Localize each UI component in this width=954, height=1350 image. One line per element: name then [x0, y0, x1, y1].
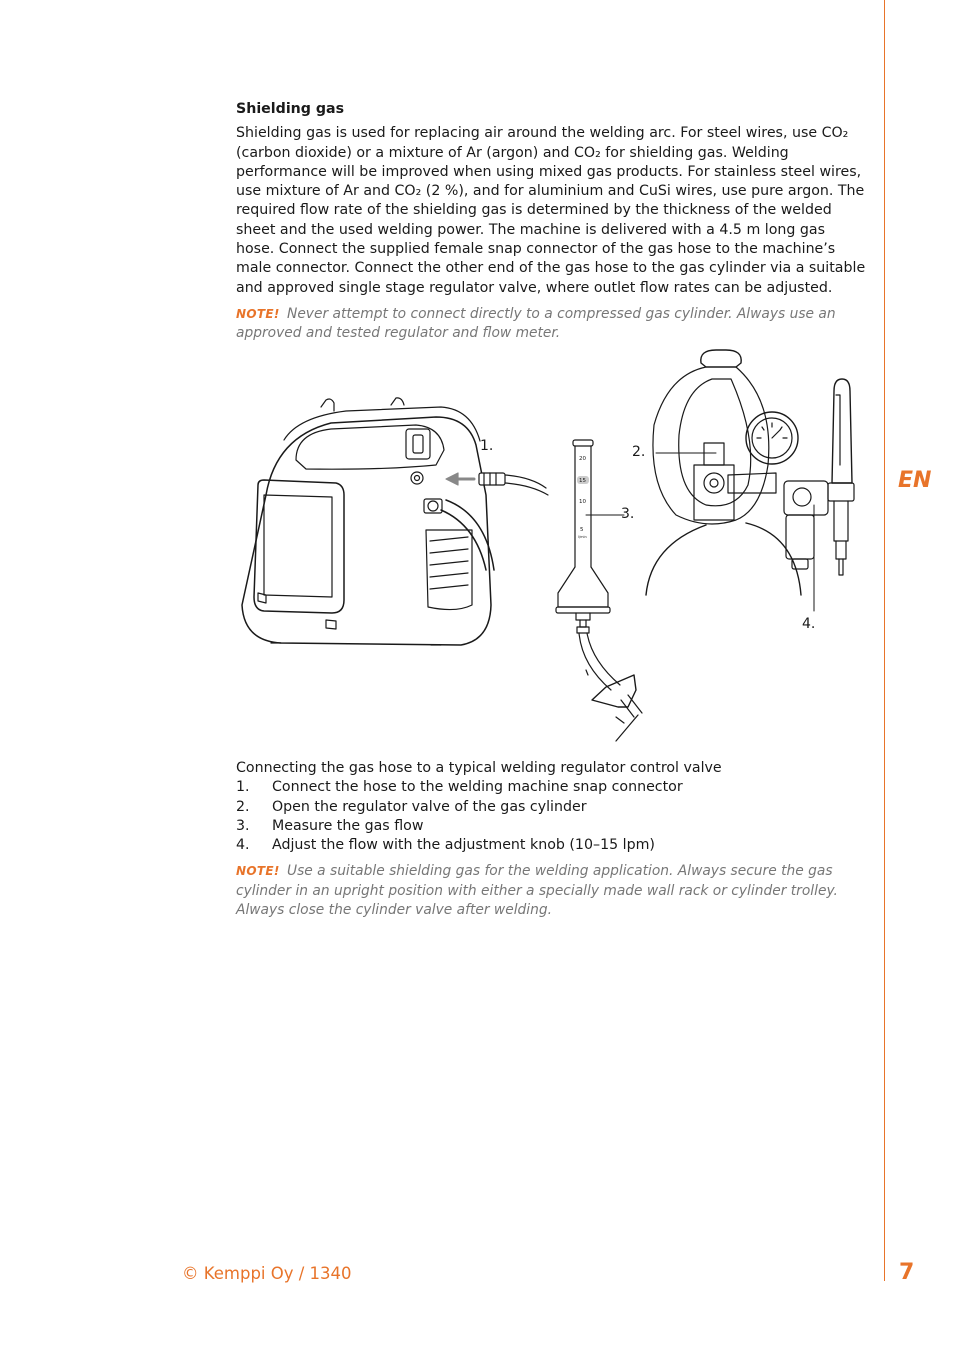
callout-4: 4.	[802, 616, 816, 632]
note-2-text: Use a suitable shielding gas for the welding application. Always secure the gas cylinder in an upright position with either a specially made wall rack or cylinder trolley. Always close the cylinder valve after welding.	[236, 863, 838, 919]
list-item: 2. Open the regulator valve of the gas cylinder	[236, 798, 587, 815]
flowmeter-scale-10: 10	[579, 499, 586, 505]
note-2-label: NOTE!	[236, 864, 280, 879]
section-body: Shielding gas is used for replacing air around the welding arc. For steel wires, use CO₂ (carbon dioxide) or a mixture of Ar (argon) and CO₂ for shielding gas. Welding performance will be improved when using mixed gas products. For stainless steel wires, use mixture of Ar and CO₂ (2 %), and for aluminium and CuSi wires, use pure argon. The required flow rate of the shielding gas is determined by the thickness of the welded sheet and the used welding power. The machine is delivered with a 4.5 m long gas hose. Connect the supplied female snap connector of the gas hose to the machine’s male connector. Connect the other end of the gas hose to the gas cylinder via a suitable and approved single stage regulator valve, where outlet flow rates can be adjusted.	[236, 125, 866, 296]
steps-intro: Connecting the gas hose to a typical welding regulator control valve	[236, 760, 722, 776]
page-margin-rule	[884, 0, 885, 1281]
page-number: 7	[899, 1260, 915, 1285]
language-tab: EN	[898, 468, 932, 493]
copyright-footer: © Kemppi Oy / 1340	[182, 1264, 352, 1283]
list-item: 3. Measure the gas flow	[236, 817, 424, 834]
flowmeter-scale-5: 5	[580, 527, 584, 533]
list-item: 4. Adjust the flow with the adjustment knob (10–15 lpm)	[236, 837, 655, 854]
shielding-gas-section	[236, 100, 866, 344]
flowmeter-unit: l/min	[578, 535, 587, 539]
callout-2: 2.	[632, 444, 646, 460]
note-2	[236, 862, 866, 920]
gas-hose-connector	[446, 473, 548, 495]
gas-cylinder-drawing	[646, 350, 854, 595]
flowmeter-scale-15: 15	[579, 478, 586, 484]
note-1-label: NOTE!	[236, 306, 280, 321]
connection-steps	[236, 759, 866, 920]
callout-1: 1.	[480, 438, 494, 454]
callout-3: 3.	[621, 506, 635, 522]
steps-list	[236, 778, 866, 855]
section-heading: Shielding gas	[236, 101, 345, 117]
flowmeter-scale-20: 20	[579, 456, 586, 462]
note-1-text: Never attempt to connect directly to a compressed gas cylinder. Always use an approved and tested regulator and flow meter.	[236, 305, 836, 342]
list-item: 1. Connect the hose to the welding machine snap connector	[236, 779, 683, 796]
note-1	[236, 305, 866, 344]
gas-connection-illustration	[236, 345, 876, 745]
welding-machine-drawing	[242, 398, 494, 645]
flowmeter-drawing	[556, 440, 642, 741]
